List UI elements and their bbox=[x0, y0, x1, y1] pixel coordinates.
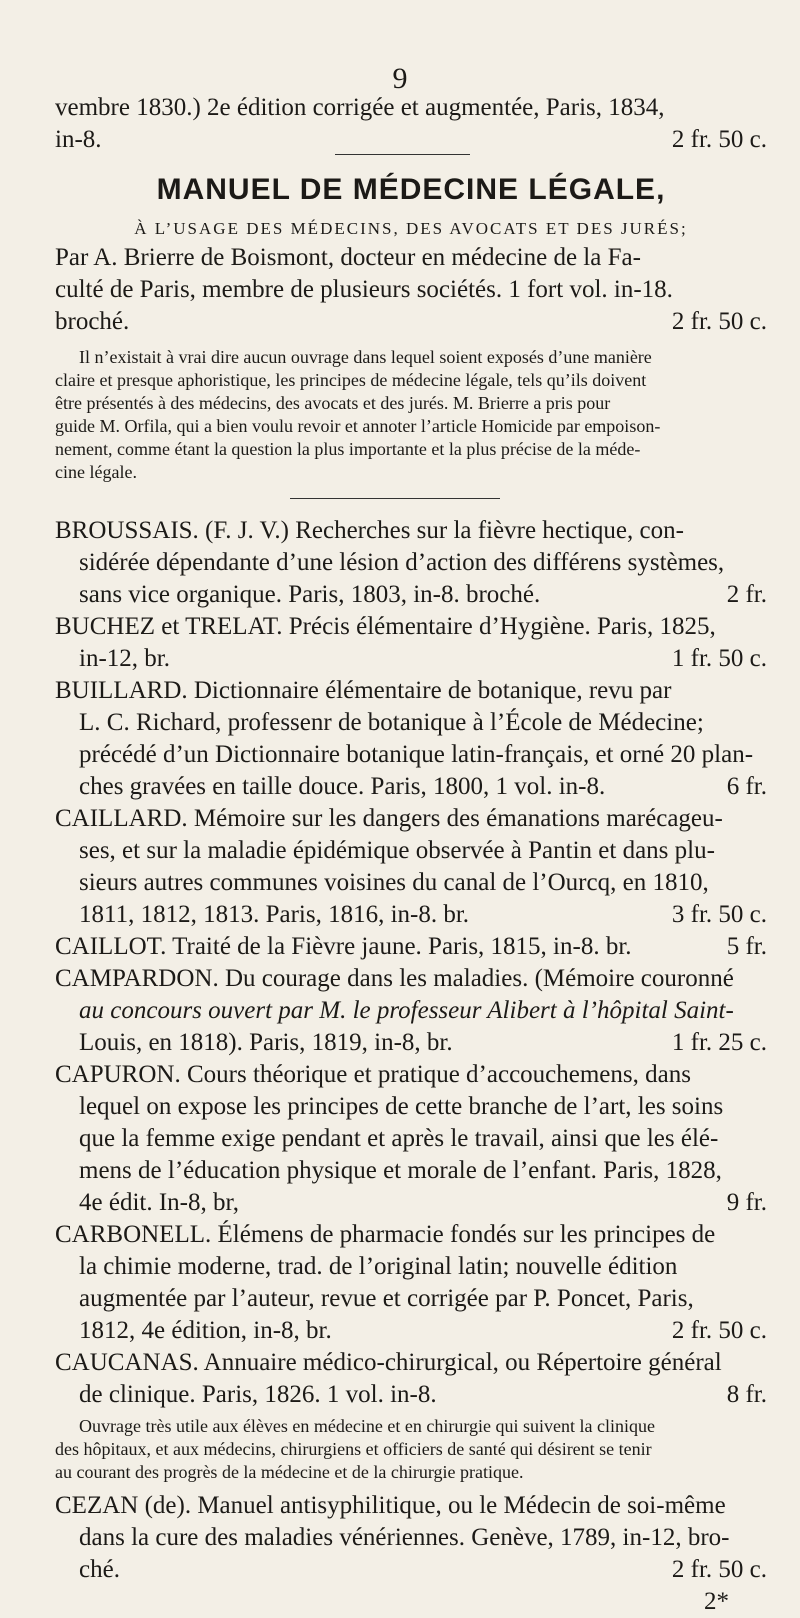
entry-price: 2 fr. 50 c. bbox=[671, 1556, 767, 1583]
entry-broussais bbox=[55, 515, 767, 611]
entry-line bbox=[55, 771, 767, 803]
note-line: nement, comme étant la question la plus importante et la plus précise de la méde- bbox=[55, 439, 641, 459]
entry-line: que la femme exige pendant et après le travail, ainsi que les élé- bbox=[79, 1125, 719, 1152]
entry-line-start: Louis, en 1818). Paris, 1819, in-8, br. bbox=[79, 1029, 453, 1056]
entry-carbonell bbox=[55, 1219, 767, 1347]
entry-line-start: 1812, 4e édition, in-8, br. bbox=[79, 1317, 332, 1344]
entry-price: 3 fr. 50 c. bbox=[671, 901, 767, 928]
entry-line-start: in-8. bbox=[55, 126, 102, 153]
entry-price: 2 fr. 50 c. bbox=[671, 1317, 767, 1344]
entry-line-start: ches gravées en taille douce. Paris, 1800, 1 vol. in-8. bbox=[79, 773, 606, 800]
entry-price: 1 fr. 25 c. bbox=[671, 1029, 767, 1056]
separator-rule bbox=[290, 498, 500, 499]
entry-caillard bbox=[55, 803, 767, 931]
entry-list bbox=[55, 515, 767, 1618]
entry-line: CARBONELL. Élémens de pharmacie fondés sur les principes de bbox=[55, 1221, 716, 1248]
entry-line: CAILLARD. Mémoire sur les dangers des émanations marécageu- bbox=[55, 805, 723, 832]
entry-caucanas bbox=[55, 1347, 767, 1484]
entry-line bbox=[55, 1027, 767, 1059]
manuel-subtitle: À L’USAGE DES MÉDECINS, DES AVOCATS ET DES JURÉS; bbox=[134, 219, 688, 238]
entry-line: BROUSSAIS. (F. J. V.) Recherches sur la fièvre hectique, con- bbox=[55, 517, 684, 544]
entry-line bbox=[55, 1554, 767, 1586]
entry-line: CAUCANAS. Annuaire médico-chirurgical, ou Répertoire général bbox=[55, 1349, 722, 1376]
entry-line-start: de clinique. Paris, 1826. 1 vol. in-8. bbox=[79, 1381, 437, 1408]
signature-mark: 2* bbox=[704, 1588, 729, 1615]
entry-campardon bbox=[55, 963, 767, 1059]
entry-line: vembre 1830.) 2e édition corrigée et augmentée, Paris, 1834, bbox=[55, 94, 665, 121]
entry-line: L. C. Richard, professenr de botanique à l’École de Médecine; bbox=[79, 709, 704, 736]
entry-line: au concours ouvert par M. le professeur Alibert à l’hôpital Saint- bbox=[79, 997, 734, 1024]
entry-line: mens de l’éducation physique et morale de l’enfant. Paris, 1828, bbox=[79, 1157, 722, 1184]
entry-price: 2 fr. bbox=[726, 581, 767, 608]
entry-line-start: ché. bbox=[79, 1556, 120, 1583]
entry-line: Par A. Brierre de Boismont, docteur en médecine de la Fa- bbox=[55, 244, 641, 271]
entry-line bbox=[55, 579, 767, 611]
entry-price: 2 fr. 50 c. bbox=[671, 308, 767, 335]
entry-line: la chimie moderne, trad. de l’original latin; nouvelle édition bbox=[79, 1253, 678, 1280]
note-line: au courant des progrès de la médecine et de la chirurgie pratique. bbox=[55, 1462, 524, 1482]
entry-line: ses, et sur la maladie épidémique observée à Pantin et dans plu- bbox=[79, 837, 715, 864]
entry-line bbox=[55, 899, 767, 931]
entry-line-start: in-12, br. bbox=[79, 645, 170, 672]
entry-capuron bbox=[55, 1059, 767, 1219]
note-line: Il n’existait à vrai dire aucun ouvrage dans lequel soient exposés d’une manière bbox=[79, 347, 652, 367]
entry-price: 5 fr. bbox=[726, 933, 767, 960]
entry-line bbox=[55, 1379, 767, 1411]
entry-line bbox=[55, 1315, 767, 1347]
note-line: guide M. Orfila, qui a bien voulu revoir et annoter l’article Homicide par empoison- bbox=[55, 416, 661, 436]
page-number: 9 bbox=[392, 62, 408, 95]
separator-rule bbox=[335, 154, 470, 155]
entry-price: 8 fr. bbox=[726, 1381, 767, 1408]
entry-line: CAMPARDON. Du courage dans les maladies. (Mémoire couronné bbox=[55, 965, 734, 992]
manuel-title: MANUEL DE MÉDECINE LÉGALE, bbox=[156, 173, 666, 206]
entry-line: précédé d’un Dictionnaire botanique latin-français, et orné 20 plan- bbox=[79, 741, 754, 768]
entry-line: CAPURON. Cours théorique et pratique d’accouchemens, dans bbox=[55, 1061, 691, 1088]
entry-top bbox=[55, 92, 767, 156]
entry-line bbox=[55, 931, 767, 963]
note-line: cine légale. bbox=[55, 462, 137, 482]
entry-line: sidérée dépendante d’une lésion d’action des différens systèmes, bbox=[79, 549, 725, 576]
entry-manuel bbox=[55, 170, 767, 484]
entry-line: BUCHEZ et TRELAT. Précis élémentaire d’Hygiène. Paris, 1825, bbox=[55, 613, 716, 640]
entry-cezan bbox=[55, 1490, 767, 1586]
note-line: des hôpitaux, et aux médecins, chirurgiens et officiers de santé qui désirent se tenir bbox=[55, 1439, 652, 1459]
entry-price: 6 fr. bbox=[726, 773, 767, 800]
entry-buillard bbox=[55, 675, 767, 803]
entry-line bbox=[55, 1187, 767, 1219]
entry-line: lequel on expose les principes de cette branche de l’art, les soins bbox=[79, 1093, 724, 1120]
entry-line: augmentée par l’auteur, revue et corrigée par P. Poncet, Paris, bbox=[79, 1285, 694, 1312]
entry-line: CEZAN (de). Manuel antisyphilitique, ou le Médecin de soi-même bbox=[55, 1492, 726, 1519]
entry-line bbox=[55, 643, 767, 675]
note-line: être présentés à des médecins, des avocats et des jurés. M. Brierre a pris pour bbox=[55, 393, 611, 413]
entry-line: culté de Paris, membre de plusieurs sociétés. 1 fort vol. in-18. bbox=[55, 276, 673, 303]
entry-line-start: sans vice organique. Paris, 1803, in-8. broché. bbox=[79, 581, 541, 608]
entry-line-start: broché. bbox=[55, 308, 130, 335]
entry-price: 1 fr. 50 c. bbox=[671, 645, 767, 672]
entry-caillot bbox=[55, 931, 767, 963]
entry-line: sieurs autres communes voisines du canal de l’Ourcq, en 1810, bbox=[79, 869, 709, 896]
entry-line bbox=[55, 306, 767, 338]
entry-price: 9 fr. bbox=[726, 1189, 767, 1216]
entry-line-start: 1811, 1812, 1813. Paris, 1816, in-8. br. bbox=[79, 901, 470, 928]
entry-buchez bbox=[55, 611, 767, 675]
entry-line bbox=[55, 124, 767, 156]
note-line: Ouvrage très utile aux élèves en médecine et en chirurgie qui suivent la clinique bbox=[79, 1416, 655, 1436]
entry-line-start: CAILLOT. Traité de la Fièvre jaune. Paris, 1815, in-8. br. bbox=[55, 933, 632, 960]
manuel-note bbox=[55, 346, 767, 484]
note-line: claire et presque aphoristique, les principes de médecine légale, tels qu’ils doivent bbox=[55, 370, 647, 390]
entry-line: dans la cure des maladies vénériennes. Genève, 1789, in-12, bro- bbox=[79, 1524, 730, 1551]
entry-price: 2 fr. 50 c. bbox=[671, 126, 767, 153]
entry-line: BUILLARD. Dictionnaire élémentaire de botanique, revu par bbox=[55, 677, 672, 704]
entry-line-start: 4e édit. In-8, br, bbox=[79, 1189, 240, 1216]
